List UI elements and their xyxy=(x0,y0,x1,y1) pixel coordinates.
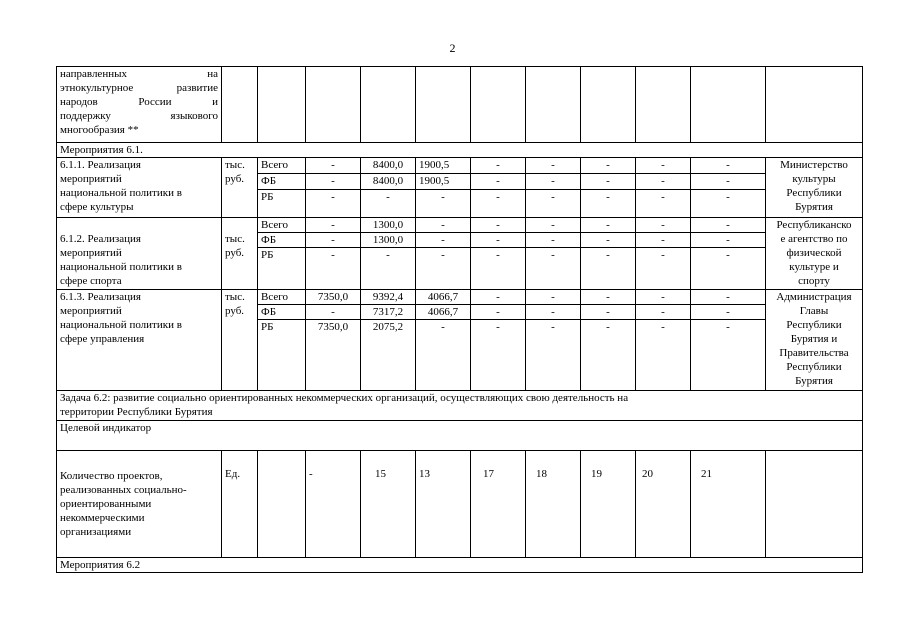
fund-label: РБ xyxy=(258,320,306,391)
fund-label: РБ xyxy=(258,190,306,218)
measure-612-unit: тыс. руб. xyxy=(222,218,258,290)
measure-611-title: 6.1.1. Реализация мероприятий национальной политики в сфере культуры xyxy=(57,158,222,218)
measure-613-unit: тыс. руб. xyxy=(222,290,258,391)
measure-612-executor: Республиканско е агентство по физической культуре и спорту xyxy=(766,218,863,290)
task-62-text: Задача 6.2: развитие социально ориентированных некоммерческих организаций, осуществляющих свою деятельность на территории Республики Бурятия xyxy=(57,391,863,421)
section-row xyxy=(57,143,863,158)
measure-613-title: 6.1.3. Реализация мероприятий национальной политики в сфере управления xyxy=(57,290,222,391)
page-number: 2 xyxy=(449,41,456,55)
measure-612-title: 6.1.2. Реализация мероприятий национальной политики в сфере спорта xyxy=(57,218,222,290)
fund-label: ФБ xyxy=(258,174,306,190)
target-indicator-label: Целевой индикатор xyxy=(57,421,863,451)
intro-line: направленных на xyxy=(60,68,218,80)
intro-line: многообразия ** xyxy=(60,124,139,136)
indicator-unit: Ед. xyxy=(222,451,258,558)
fund-label: Всего xyxy=(258,218,306,233)
fund-label: Всего xyxy=(258,290,306,305)
fund-label: ФБ xyxy=(258,233,306,248)
measure-611-unit: тыс. руб. xyxy=(222,158,258,218)
indicator-title: Количество проектов, реализованных социально- ориентированными некоммерческими организациями xyxy=(57,451,222,558)
measure-611-executor: Министерство культуры Республики Бурятия xyxy=(766,158,863,218)
intro-line: народов России и xyxy=(60,96,218,108)
intro-text xyxy=(57,67,222,143)
fund-label: РБ xyxy=(258,248,306,290)
section-61-label: Мероприятия 6.1. xyxy=(57,143,863,158)
intro-line: этнокультурное развитие xyxy=(60,82,218,94)
intro-line: поддержку языкового xyxy=(60,110,218,122)
fund-label: Всего xyxy=(258,158,306,174)
intro-row xyxy=(57,67,863,143)
fund-label: ФБ xyxy=(258,305,306,320)
section-62-label: Мероприятия 6.2 xyxy=(57,558,863,573)
measure-613-executor: Администрация Главы Республики Бурятия и Правительства Республики Бурятия xyxy=(766,290,863,391)
program-table: направленных на этнокультурное развитие народов России и поддержку языкового многообразия ** Мероприятия 6.1. 6.1.1. Реализация мероприятий национальной политики в сфере культуры тыс. руб. Всего - 8400,0 1900,5 - - - - - Министерство культуры Республики Бурятия ФБ - 8400,0 1900,5 - - - - - РБ - - - - - - - - 6.1.2. Реализация мероприятий национальной политики в сфере спорта тыс. руб. Всего - 1300,0 - - - - - - Республиканско е агентство по физической культуре и спорту ФБ - 1300,0 - - - - - - РБ - - - - - - - - 6.1.3. Реализация мероприятий национальной политики в сфере управления тыс. руб. Всего 7350,0 9392,4 4066,7 - - - - - Администрация Главы Республики Бурятия и Правительства Республики Бурятия ФБ - 7317,2 4066,7 - - - - - РБ 7350,0 2075,2 - - - - - - Задача 6.2: развитие социально ориентированных некоммерческих организаций, осуществляющих свою деятельность на территории Республики Бурятия Целевой индикатор Количество проектов, реализованных социально- ориентированными некоммерческими организациями Ед. - 15 13 17 18 19 20 21 Мероприятия 6.2 xyxy=(56,66,863,573)
